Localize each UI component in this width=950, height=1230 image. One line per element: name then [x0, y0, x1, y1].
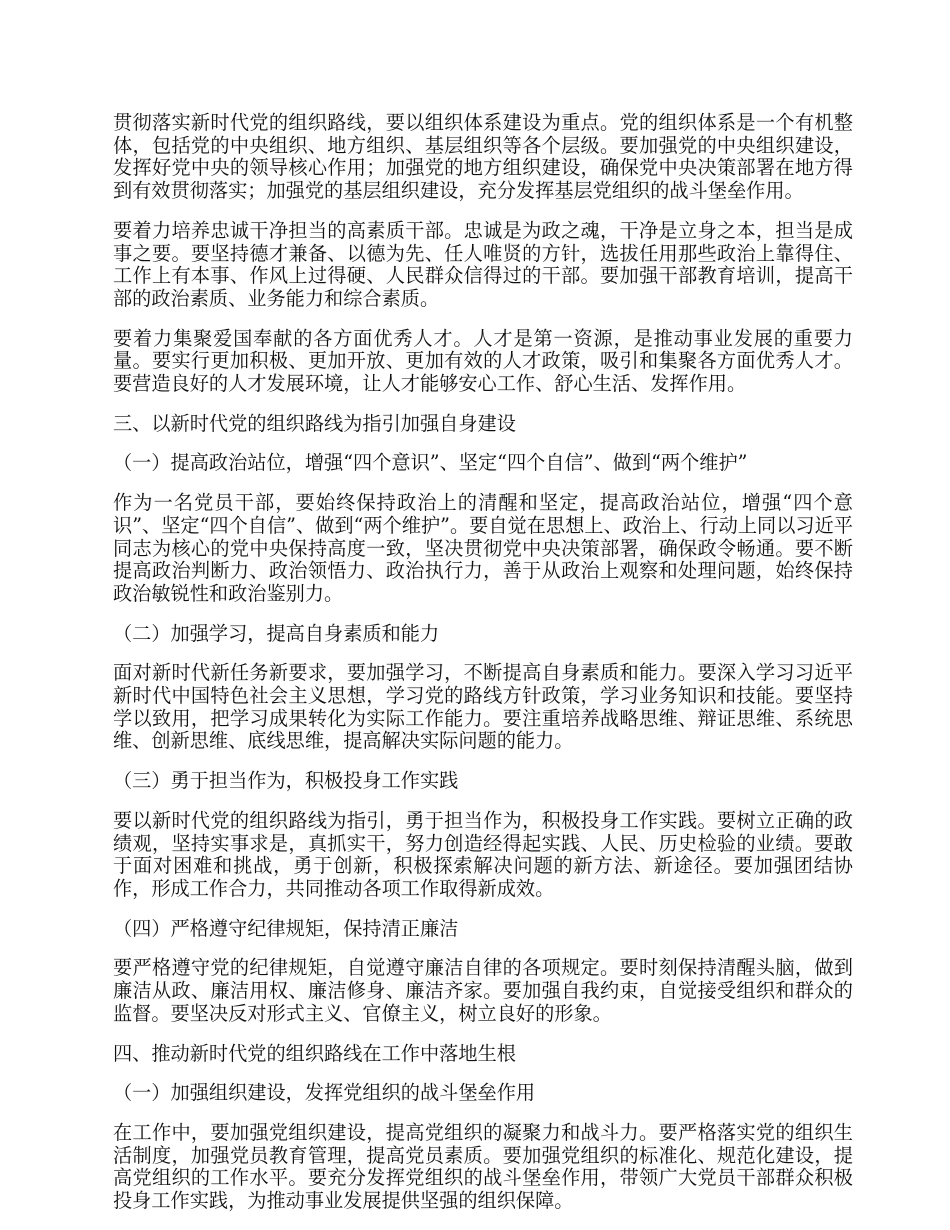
subheading-3-2: （二）加强学习，提高自身素质和能力	[113, 621, 440, 645]
paragraph-cadres: 要着力培养忠诚干净担当的高素质干部。忠诚是为政之魂，干净是立身之本，担当是成事之要。要坚持德才兼备、以德为先、任人唯贤的方针，选拔任用那些政治上靠得住、工作上有本事、作风上过得硬、人民群众信得过的干部。要加强干部教育培训，提高干部的政治素质、业务能力和综合素质。	[113, 218, 853, 310]
paragraph-discipline: 要严格遵守党的纪律规矩，自觉遵守廉洁自律的各项规定。要时刻保持清醒头脑，做到廉洁从政、廉洁用权、廉洁修身、廉洁齐家。要加强自我约束，自觉接受组织和群众的监督。要坚决反对形式主义、官僚主义，树立良好的形象。	[113, 956, 853, 1025]
document-page	[113, 112, 853, 1230]
paragraph-party-organization: 在工作中，要加强党组织建设，提高党组织的凝聚力和战斗力。要严格落实党的组织生活制度，加强党员教育管理，提高党员素质。要加强党组织的标准化、规范化建设，提高党组织的工作水平。要充分发挥党组织的战斗堡垒作用，带领广大党员干部群众积极投身工作实践，为推动事业发展提供坚强的组织保障。	[113, 1120, 853, 1213]
subheading-3-4: （四）严格遵守纪律规矩，保持清正廉洁	[113, 916, 459, 940]
paragraph-organization-system: 贯彻落实新时代党的组织路线，要以组织体系建设为重点。党的组织体系是一个有机整体，包括党的中央组织、地方组织、基层组织等各个层级。要加强党的中央组织建设，发挥好党中央的领导核心作用；加强党的地方组织建设，确保党中央决策部署在地方得到有效贯彻落实；加强党的基层组织建设，充分发挥基层党组织的战斗堡垒作用。	[113, 111, 853, 203]
section-heading-4: 四、推动新时代党的组织路线在工作中落地生根	[113, 1041, 516, 1065]
subheading-3-3: （三）勇于担当作为，积极投身工作实践	[113, 769, 459, 793]
section-heading-3: 三、以新时代党的组织路线为指引加强自身建设	[113, 411, 516, 435]
paragraph-political-stance: 作为一名党员干部，要始终保持政治上的清醒和坚定，提高政治站位，增强“四个意识”、坚定“四个自信”、做到“两个维护”。要自觉在思想上、政治上、行动上同以习近平同志为核心的党中央保持高度一致，坚决贯彻党中央决策部署，确保政令畅通。要不断提高政治判断力、政治领悟力、政治执行力，善于从政治上观察和处理问题，始终保持政治敏锐性和政治鉴别力。	[113, 491, 853, 605]
paragraph-responsibility: 要以新时代党的组织路线为指引，勇于担当作为，积极投身工作实践。要树立正确的政绩观，坚持实事求是，真抓实干，努力创造经得起实践、人民、历史检验的业绩。要敢于面对困难和挑战，勇于创新，积极探索解决问题的新方法、新途径。要加强团结协作，形成工作合力，共同推动各项工作取得新成效。	[113, 808, 853, 900]
subheading-4-1: （一）加强组织建设，发挥党组织的战斗堡垒作用	[113, 1081, 536, 1105]
paragraph-talent: 要着力集聚爱国奉献的各方面优秀人才。人才是第一资源，是推动事业发展的重要力量。要实行更加积极、更加开放、更加有效的人才政策，吸引和集聚各方面优秀人才。要营造良好的人才发展环境，让人才能够安心工作、舒心生活、发挥作用。	[113, 326, 853, 396]
paragraph-learning: 面对新时代新任务新要求，要加强学习，不断提高自身素质和能力。要深入学习习近平新时代中国特色社会主义思想，学习党的路线方针政策，学习业务知识和技能。要坚持学以致用，把学习成果转化为实际工作能力。要注重培养战略思维、辩证思维、系统思维、创新思维、底线思维，提高解决实际问题的能力。	[113, 661, 853, 753]
subheading-3-1: （一）提高政治站位，增强“四个意识”、坚定“四个自信”、做到“两个维护”	[113, 451, 748, 475]
